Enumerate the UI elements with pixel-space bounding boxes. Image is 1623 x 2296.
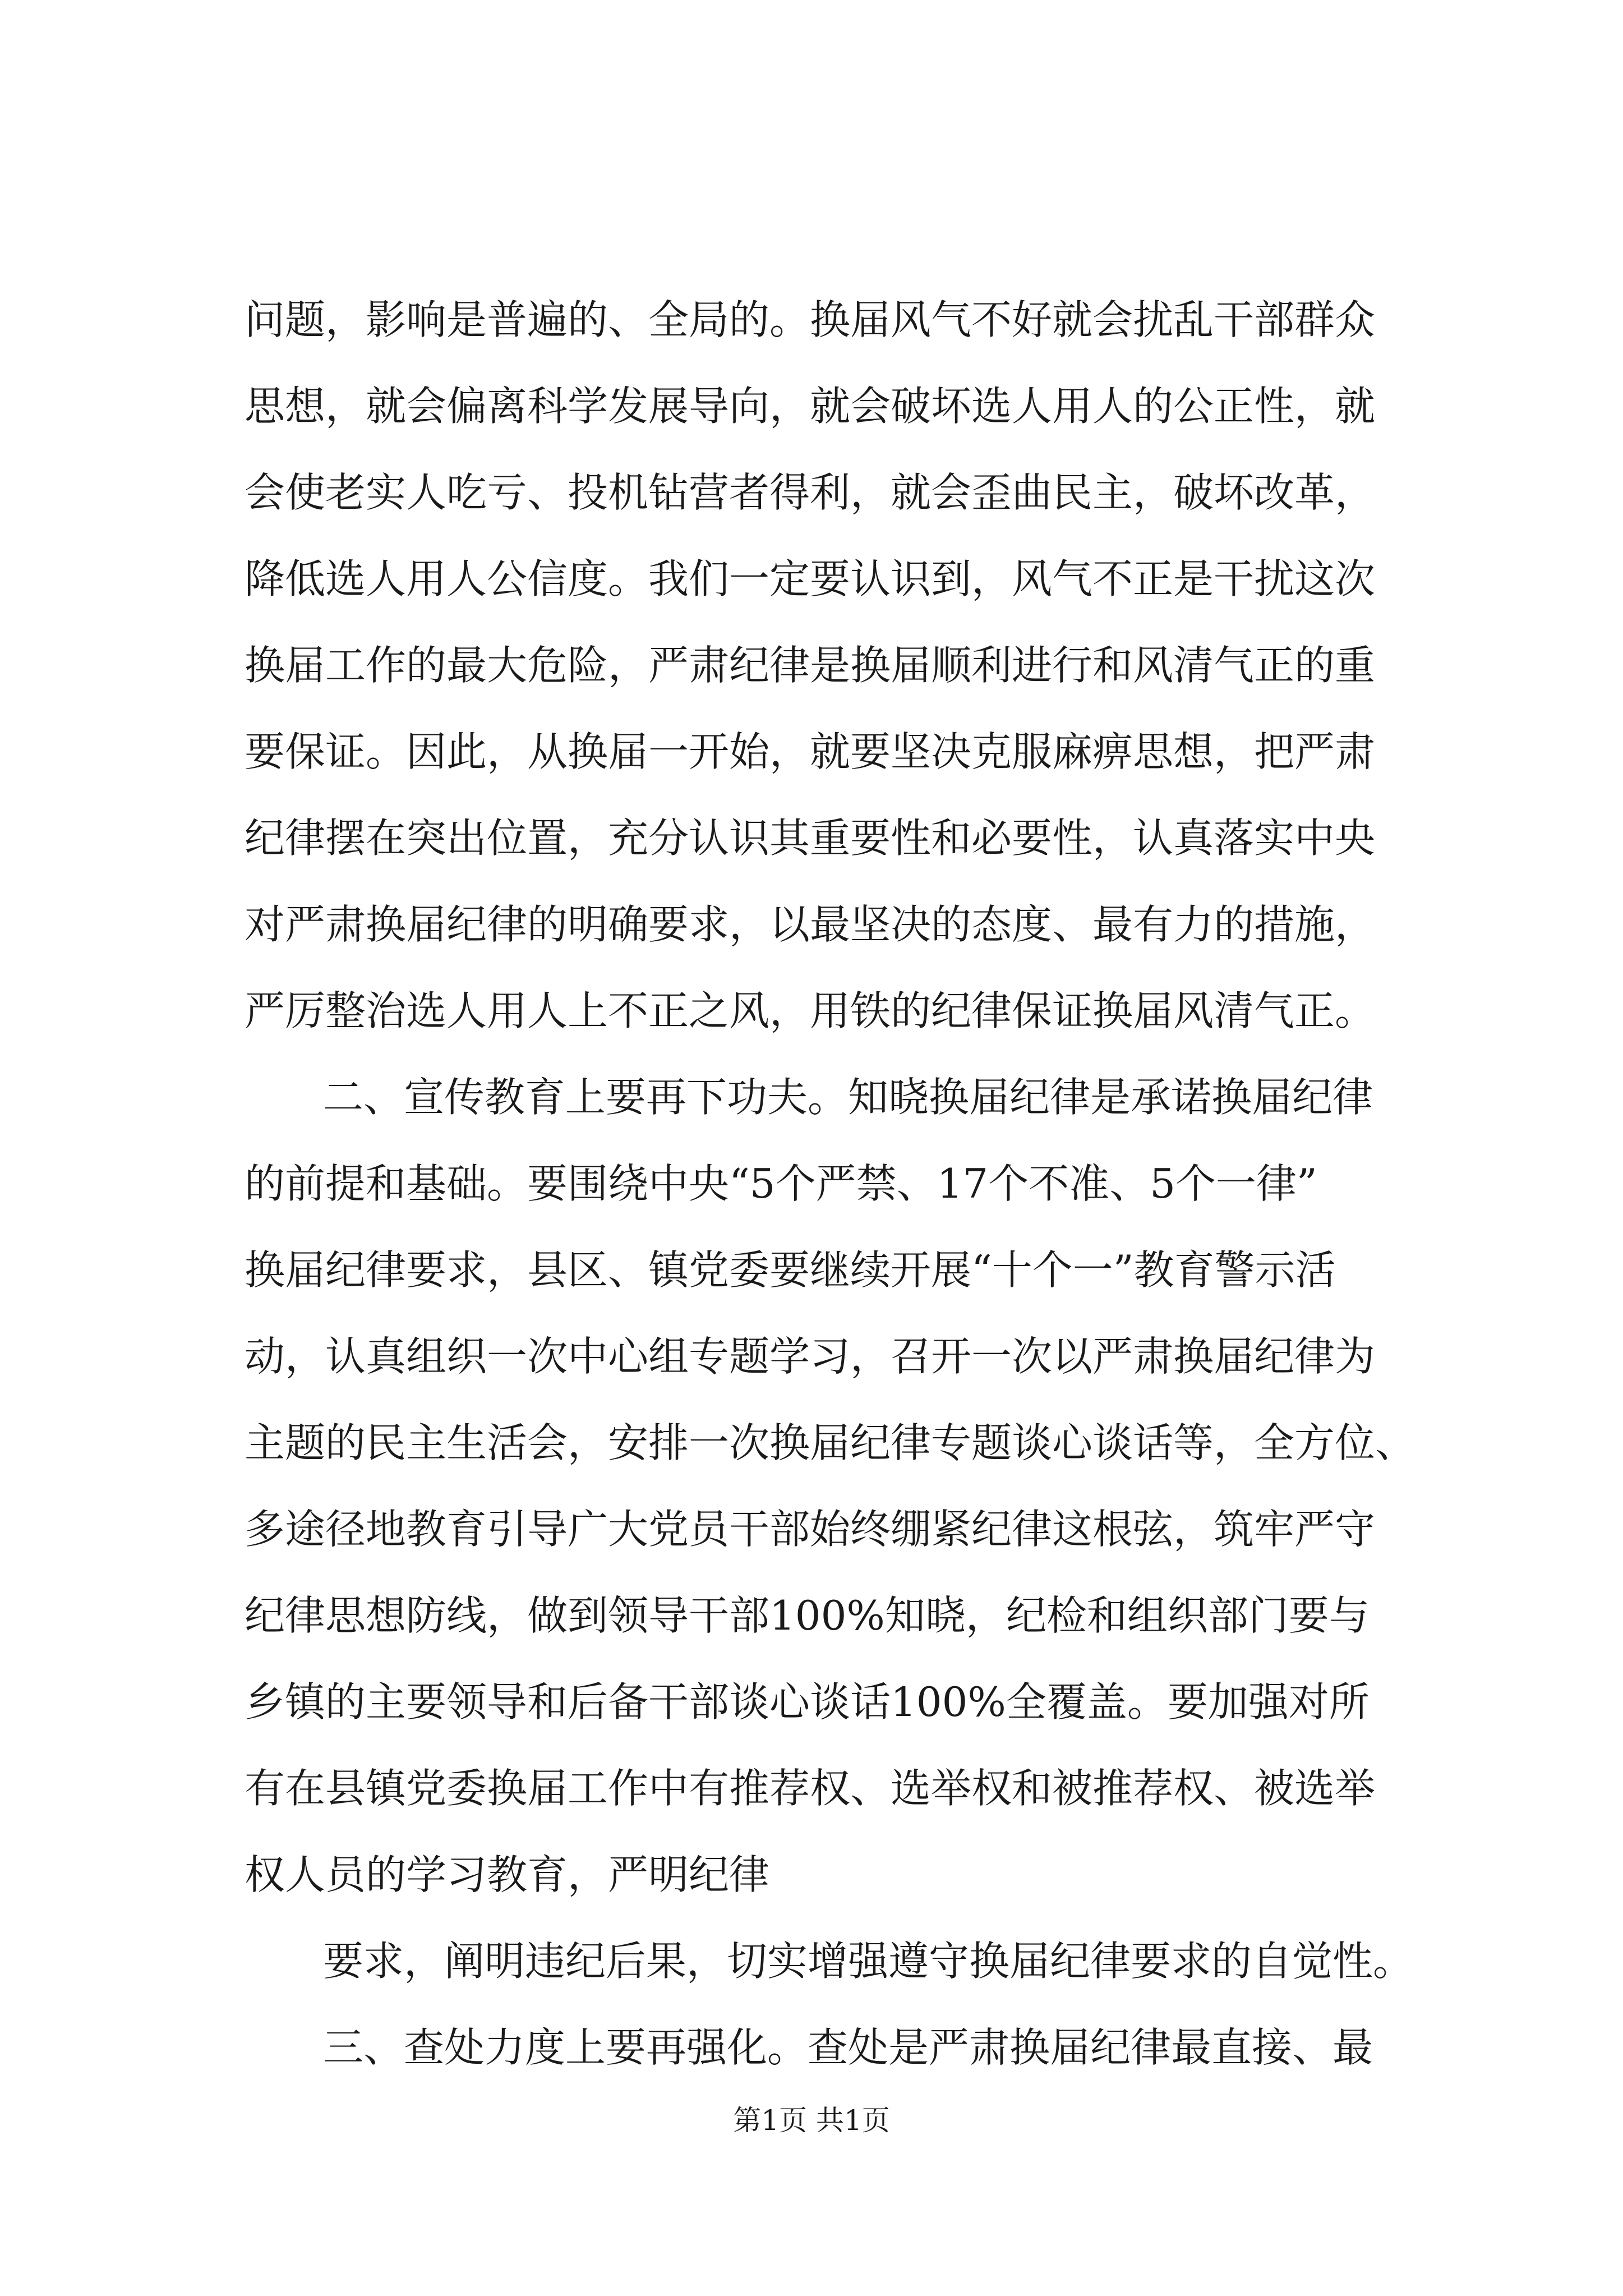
text-line: 多途径地教育引导广大党员干部始终绷紧纪律这根弦，筑牢严守 xyxy=(245,1506,1376,1553)
text-line: 主题的民主生活会，安排一次换届纪律专题谈心谈话等，全方位、 xyxy=(245,1419,1416,1466)
text-line: 纪律摆在突出位置，充分认识其重要性和必要性，认真落实中央 xyxy=(245,815,1376,862)
text-line: 会使老实人吃亏、投机钻营者得利，就会歪曲民主，破坏改革， xyxy=(245,469,1376,516)
text-line: 思想，就会偏离科学发展导向，就会破坏选人用人的公正性，就 xyxy=(245,383,1376,430)
paragraph-first-line: 要求，阐明违纪后果，切实增强遵守换届纪律要求的自觉性。 xyxy=(323,1938,1414,1985)
text-line: 纪律思想防线，做到领导干部100%知晓，纪检和组织部门要与 xyxy=(245,1592,1370,1639)
text-line: 对严肃换届纪律的明确要求，以最坚决的态度、最有力的措施， xyxy=(245,901,1376,948)
text-line: 问题，影响是普遍的、全局的。换届风气不好就会扰乱干部群众 xyxy=(245,296,1376,343)
paragraph-first-line: 三、查处力度上要再强化。查处是严肃换届纪律最直接、最 xyxy=(323,2024,1373,2071)
text-line: 严厉整治选人用人上不正之风，用铁的纪律保证换届风清气正。 xyxy=(245,987,1376,1034)
page-footer: 第1页 共1页 xyxy=(733,2104,890,2137)
text-line: 权人员的学习教育，严明纪律 xyxy=(245,1851,770,1898)
text-line: 有在县镇党委换届工作中有推荐权、选举权和被推荐权、被选举 xyxy=(245,1765,1376,1812)
text-line: 降低选人用人公信度。我们一定要认识到，风气不正是干扰这次 xyxy=(245,555,1376,602)
paragraph-first-line: 二、宣传教育上要再下功夫。知晓换届纪律是承诺换届纪律 xyxy=(323,1074,1373,1121)
text-line: 要保证。因此，从换届一开始，就要坚决克服麻痹思想，把严肃 xyxy=(245,728,1376,775)
text-line: 换届纪律要求，县区、镇党委要继续开展“十个一”教育警示活 xyxy=(245,1246,1336,1294)
text-line: 乡镇的主要领导和后备干部谈心谈话100%全覆盖。要加强对所 xyxy=(245,1678,1370,1726)
text-line: 的前提和基础。要围绕中央“5个严禁、17个不准、5个一律” xyxy=(245,1160,1317,1207)
text-line: 换届工作的最大危险，严肃纪律是换届顺利进行和风清气正的重 xyxy=(245,642,1376,689)
text-line: 动，认真组织一次中心组专题学习，召开一次以严肃换届纪律为 xyxy=(245,1333,1376,1380)
